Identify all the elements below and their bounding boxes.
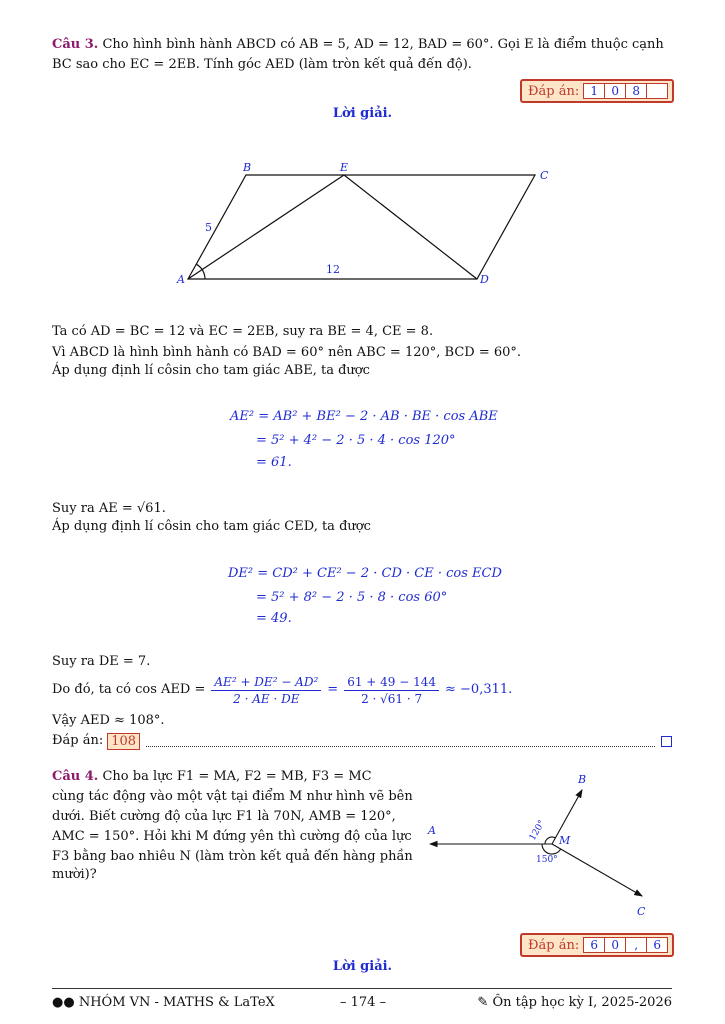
q3-solution-text1: Ta có AD = BC = 12 và EC = 2EB, suy ra BE = 4, CE = 8. xyxy=(52,324,434,339)
q3-answer-cell xyxy=(647,84,667,98)
eq1-line1: AE² = AB² + BE² − 2 · AB · BE · cos ABE xyxy=(230,409,498,424)
q3-answer-label: Đáp án: xyxy=(528,83,580,99)
cos-aed-prefix: Do đó, ta có cos AED = xyxy=(52,682,206,697)
footer-left xyxy=(52,995,275,1010)
fraction-1-denominator: 2 · AE · DE xyxy=(233,691,300,706)
q3-answer-box xyxy=(520,79,674,103)
eq2-line1: DE² = CD² + CE² − 2 · CD · CE · cos ECD xyxy=(228,566,502,581)
point-c-label: C xyxy=(540,169,549,182)
equals-sign: = xyxy=(327,682,339,697)
q4-statement-line1 xyxy=(52,768,372,786)
q3-final-answer-label: Đáp án: xyxy=(52,733,104,748)
q4-answer-cell: 6 xyxy=(653,938,662,952)
angle-bad-arc xyxy=(197,264,206,279)
q3-solution-text2: Vì ABCD là hình bình hành có BAD = 60° nên ABC = 120°, BCD = 60°. xyxy=(52,345,522,360)
q4-statement-line4: AMC = 150°. Hỏi khi M đứng yên thì cường độ của lực xyxy=(52,829,412,844)
q3-final-answer-value: 108 xyxy=(107,733,140,750)
footer-right-text: Ôn tập học kỳ I, 2025-2026 xyxy=(492,995,672,1010)
point-b-label: B xyxy=(243,161,252,174)
footer-left-text: NHÓM VN - MATHS & LaTeX xyxy=(78,995,275,1010)
footer-divider xyxy=(52,988,672,989)
forces-figure xyxy=(410,765,680,925)
q3-answer-cell: 1 xyxy=(584,84,605,98)
q4-line-text: Cho ba lực F1 = MA, F2 = MB, F3 = MC xyxy=(102,769,372,784)
fraction-2 xyxy=(344,674,439,707)
q3-line1-text: Cho hình bình hành ABCD có AB = 5, AD = 12, BAD = 60°. Gọi E là điểm thuộc cạnh xyxy=(102,37,664,52)
group-icon: ●● xyxy=(52,995,75,1010)
side-ad-label: 12 xyxy=(326,263,340,276)
qed-square-icon xyxy=(661,736,672,747)
eq2-line2: = 5² + 8² − 2 · 5 · 8 · cos 60° xyxy=(256,590,448,605)
parallelogram-abcd xyxy=(188,175,535,279)
point-c-label: C xyxy=(637,905,646,918)
eq2-line3: = 49. xyxy=(256,611,292,626)
q3-final-answer-line xyxy=(52,732,672,750)
q3-label: Câu 3. xyxy=(52,37,99,52)
q4-statement-line6: mười)? xyxy=(52,867,97,882)
eq1-line2: = 5² + 4² − 2 · 5 · 4 · cos 120° xyxy=(256,433,456,448)
q4-statement-line2: cùng tác động vào một vật tại điểm M như hình vẽ bên xyxy=(52,789,413,804)
point-b-label: B xyxy=(578,773,587,786)
q4-solution-heading: Lời giải. xyxy=(332,959,393,974)
q3-answer-cell: 0 xyxy=(605,84,626,98)
side-ab-label: 5 xyxy=(205,221,212,234)
q4-label: Câu 4. xyxy=(52,769,99,784)
q3-solution-text6: Suy ra DE = 7. xyxy=(52,654,151,669)
q3-answer-cell: 8 xyxy=(626,84,647,98)
q4-statement-line5: F3 bằng bao nhiêu N (làm tròn kết quả đến hàng phần xyxy=(52,849,413,864)
dotted-leader xyxy=(146,736,655,747)
q3-statement-line1 xyxy=(52,36,664,54)
parallelogram-figure xyxy=(0,150,725,295)
angle-amb-label: 120° xyxy=(527,818,548,843)
edit-icon: ✎ xyxy=(477,995,489,1010)
q4-answer-label: Đáp án: xyxy=(528,937,580,953)
q4-answer-box xyxy=(520,933,674,957)
angle-amc-label: 150° xyxy=(536,855,558,865)
q4-answer-cells xyxy=(583,937,668,953)
eq1-line3: = 61. xyxy=(256,455,292,470)
fraction-1 xyxy=(211,674,321,707)
cos-aed-result: ≈ −0,311. xyxy=(445,682,513,697)
q3-solution-text5: Áp dụng định lí côsin cho tam giác CED, ta được xyxy=(52,519,371,534)
q3-solution-heading: Lời giải. xyxy=(332,106,393,121)
q3-statement-line2: BC sao cho EC = 2EB. Tính góc AED (làm tròn kết quả đến độ). xyxy=(52,57,472,72)
q3-solution-text7 xyxy=(52,670,512,710)
point-d-label: D xyxy=(480,273,489,286)
q3-solution-text3: Áp dụng định lí côsin cho tam giác ABE, ta được xyxy=(52,363,370,378)
point-m-label: M xyxy=(559,834,571,847)
fraction-2-numerator: 61 + 49 − 144 xyxy=(344,674,439,691)
footer-right xyxy=(477,995,672,1010)
q4-answer-cell: 6 xyxy=(584,938,605,952)
fraction-2-denominator: 2 · √61 · 7 xyxy=(361,691,423,706)
force-f3-arrow xyxy=(552,844,642,896)
point-a-label: A xyxy=(428,824,436,837)
q4-answer-cell: 0 xyxy=(605,938,626,952)
q4-statement-line3: dưới. Biết cường độ của lực F1 là 70N, AMB = 120°, xyxy=(52,809,396,824)
q3-answer-cells xyxy=(583,83,668,99)
point-a-label: A xyxy=(177,273,185,286)
q3-solution-text4: Suy ra AE = √61. xyxy=(52,501,166,516)
footer-page-number: – 174 – xyxy=(340,995,387,1010)
point-e-label: E xyxy=(340,161,349,174)
segment-ed xyxy=(344,175,477,279)
fraction-1-numerator: AE² + DE² − AD² xyxy=(211,674,321,691)
q4-answer-cell: , xyxy=(626,938,647,952)
angle-amc-arc xyxy=(542,844,561,854)
q3-solution-text8: Vậy AED ≈ 108°. xyxy=(52,713,165,728)
